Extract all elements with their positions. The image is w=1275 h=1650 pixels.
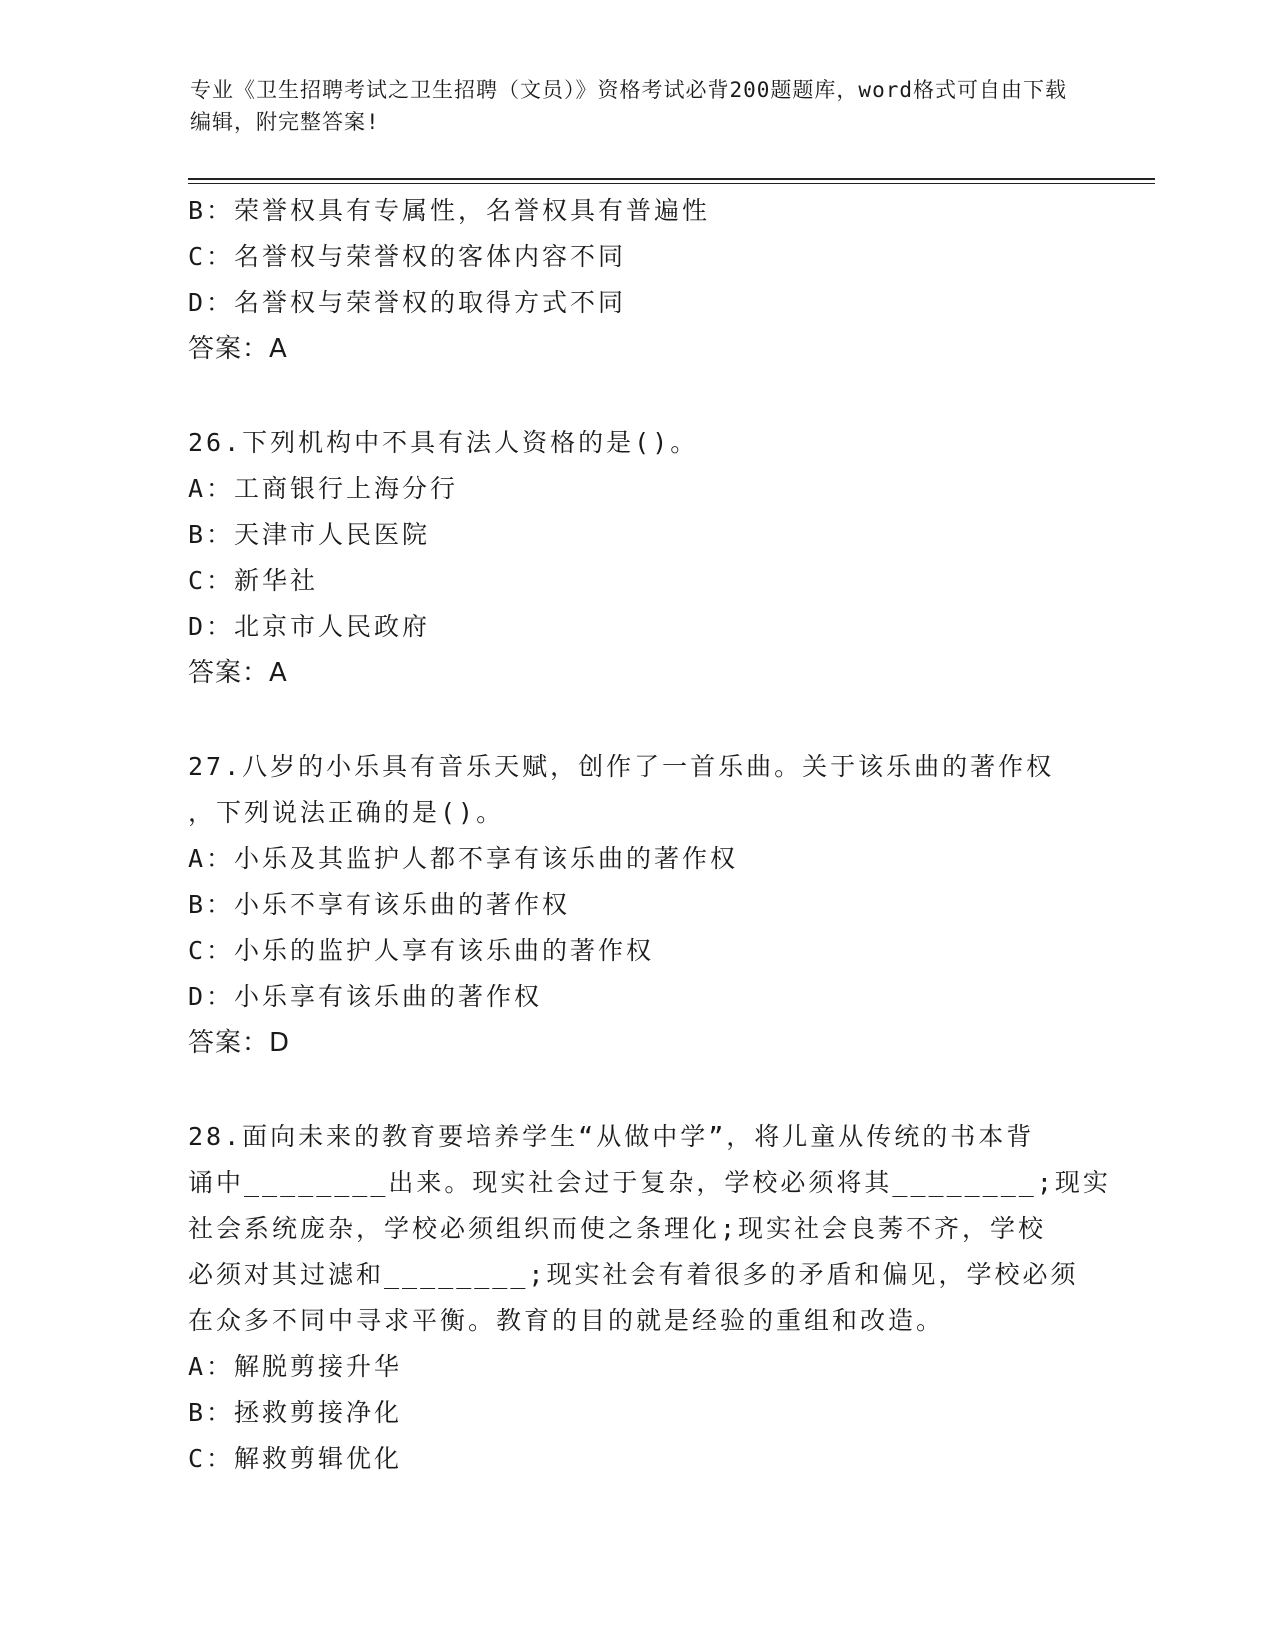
option-a: A：小乐及其监护人都不享有该乐曲的著作权: [188, 844, 739, 873]
answer: 答案：A: [188, 658, 288, 688]
page-header: 专业《卫生招聘考试之卫生招聘（文员）》资格考试必背200题题库，word格式可自由下载编辑，附完整答案!: [190, 78, 1067, 134]
option-c: C：新华社: [188, 566, 319, 595]
question-28: [188, 1114, 1111, 1482]
question-stem: 26.下列机构中不具有法人资格的是()。: [188, 428, 699, 457]
option-a: A：解脱剪接升华: [188, 1352, 403, 1381]
question-stem-line-2: ，下列说法正确的是()。: [188, 798, 505, 827]
question-27: [188, 744, 1088, 1066]
option-d: D：名誉权与荣誉权的取得方式不同: [188, 288, 627, 317]
question-stem-line-1: 28.面向未来的教育要培养学生“从做中学”，将儿童从传统的书本背: [188, 1122, 1035, 1151]
answer: 答案：D: [188, 1028, 291, 1058]
option-b: B：天津市人民医院: [188, 520, 431, 549]
option-b: B：拯救剪接净化: [188, 1398, 403, 1427]
option-b: B：小乐不享有该乐曲的著作权: [188, 890, 571, 919]
question-stem-line-2: 诵中________出来。现实社会过于复杂，学校必须将其________;现实: [188, 1168, 1111, 1197]
question-stem-line-5: 在众多不同中寻求平衡。教育的目的就是经验的重组和改造。: [188, 1306, 945, 1335]
option-d: D：小乐享有该乐曲的著作权: [188, 982, 543, 1011]
option-d: D：北京市人民政府: [188, 612, 431, 641]
answer: 答案：A: [188, 334, 288, 364]
question-content: [188, 188, 1111, 1482]
question-stem-line-4: 必须对其过滤和________;现实社会有着很多的矛盾和偏见，学校必须: [188, 1260, 1079, 1289]
question-stem-line-1: 27.八岁的小乐具有音乐天赋，创作了一首乐曲。关于该乐曲的著作权: [188, 752, 1055, 781]
question-26: [188, 420, 1088, 696]
header-divider-thick: [188, 178, 1155, 180]
option-c: C：小乐的监护人享有该乐曲的著作权: [188, 936, 655, 965]
option-c: C：名誉权与荣誉权的客体内容不同: [188, 242, 627, 271]
question-stem-line-3: 社会系统庞杂，学校必须组织而使之条理化;现实社会良莠不齐，学校: [188, 1214, 1047, 1243]
option-b: B：荣誉权具有专属性，名誉权具有普遍性: [188, 196, 711, 225]
header-divider-thin: [188, 183, 1155, 184]
option-c: C：解救剪辑优化: [188, 1444, 403, 1473]
option-a: A：工商银行上海分行: [188, 474, 459, 503]
question-25: [188, 188, 1088, 372]
